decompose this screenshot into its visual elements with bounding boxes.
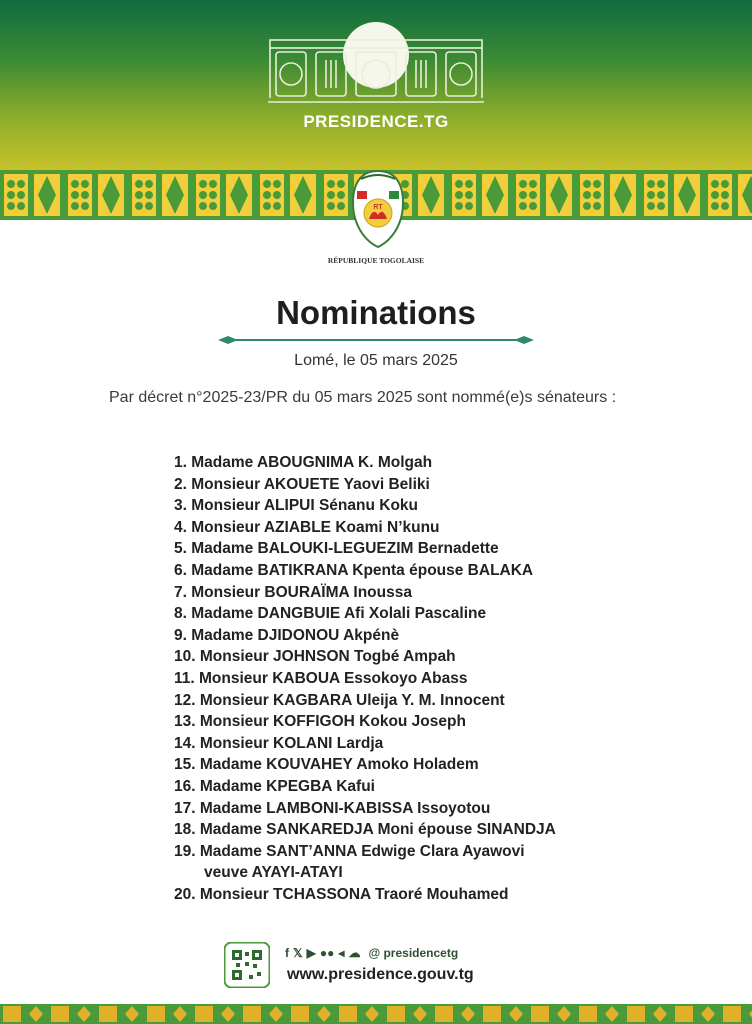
flickr-icon[interactable]: ●● [319, 946, 335, 960]
site-name: PRESIDENCE.TG [303, 112, 449, 131]
list-item [174, 690, 694, 712]
youtube-icon[interactable]: ▶ [306, 946, 316, 960]
list-item [174, 668, 694, 690]
list-item [174, 646, 694, 668]
senator-name: 3. Monsieur ALIPUI Sénanu Koku [174, 497, 419, 515]
decree-intro: Par décret n°2025-23/PR du 05 mars 2025 sont nommé(e)s sénateurs : [109, 389, 617, 406]
social-row [285, 943, 462, 963]
senator-name: 20. Monsieur TCHASSONA Traoré Mouhamed [174, 885, 509, 903]
x-icon[interactable]: 𝕏 [293, 946, 303, 960]
kente-band-bottom [0, 1004, 752, 1024]
senator-name: 7. Monsieur BOURAÏMA Inoussa [174, 583, 412, 601]
palace-logo-icon [268, 38, 484, 106]
list-item [174, 560, 694, 582]
republic-caption: RÉPUBLIQUE TOGOLAISE [327, 256, 425, 265]
qr-code-icon [224, 942, 270, 988]
senator-name: 8. Madame DANGBUIE Afi Xolali Pascaline [174, 605, 487, 623]
telegram-icon[interactable]: ◂ [338, 946, 345, 960]
senator-name: 18. Madame SANKAREDJA Moni épouse SINANDJA [174, 821, 556, 839]
list-item [174, 625, 694, 647]
senator-name: 6. Madame BATIKRANA Kpenta épouse BALAKA [174, 561, 534, 579]
list-item [174, 517, 694, 539]
senator-name: 16. Madame KPEGBA Kafui [174, 777, 375, 795]
senator-name: 10. Monsieur JOHNSON Togbé Ampah [174, 648, 456, 666]
header-banner [0, 0, 752, 170]
list-item [174, 754, 694, 776]
senator-name: 2. Monsieur AKOUETE Yaovi Beliki [174, 475, 430, 493]
senator-name: 11. Monsieur KABOUA Essokoyo Abass [174, 669, 468, 687]
list-item [174, 711, 694, 733]
list-item [174, 452, 694, 474]
senator-name: 1. Madame ABOUGNIMA K. Molgah [174, 454, 433, 471]
soundcloud-icon[interactable]: ☁ [348, 946, 361, 960]
senator-name-continuation: veuve AYAYI-ATAYI [204, 864, 343, 882]
list-item [174, 603, 694, 625]
senator-name: 4. Monsieur AZIABLE Koami N’kunu [174, 518, 440, 536]
date-line: Lomé, le 05 mars 2025 [294, 352, 458, 369]
list-item [174, 819, 694, 841]
list-item [174, 841, 694, 884]
senator-name: 19. Madame SANT’ANNA Edwige Clara Ayawovi [174, 842, 525, 860]
senator-name: 14. Monsieur KOLANI Lardja [174, 734, 384, 752]
facebook-icon[interactable]: f [285, 946, 289, 960]
senator-name: 9. Madame DJIDONOU Akpénè [174, 626, 400, 644]
list-item [174, 776, 694, 798]
title-divider [218, 334, 534, 346]
senator-name: 15. Madame KOUVAHEY Amoko Holadem [174, 756, 479, 774]
senator-name: 13. Monsieur KOFFIGOH Kokou Joseph [174, 713, 466, 731]
list-item [174, 538, 694, 560]
page-title: Nominations [276, 294, 476, 331]
list-item [174, 733, 694, 755]
social-handle[interactable]: @ presidencetg [368, 946, 459, 960]
website-link[interactable]: www.presidence.gouv.tg [287, 966, 474, 983]
coat-of-arms-icon [351, 169, 405, 251]
list-item [174, 474, 694, 496]
list-item [174, 495, 694, 517]
emblem-initials: RT [373, 204, 383, 211]
list-item [174, 884, 694, 906]
senator-name: 5. Madame BALOUKI-LEGUEZIM Bernadette [174, 540, 499, 558]
senator-name: 12. Monsieur KAGBARA Uleija Y. M. Innocent [174, 691, 505, 709]
list-item [174, 798, 694, 820]
senator-name: 17. Madame LAMBONI-KABISSA Issoyotou [174, 799, 491, 817]
senator-list [174, 452, 694, 905]
list-item [174, 582, 694, 604]
